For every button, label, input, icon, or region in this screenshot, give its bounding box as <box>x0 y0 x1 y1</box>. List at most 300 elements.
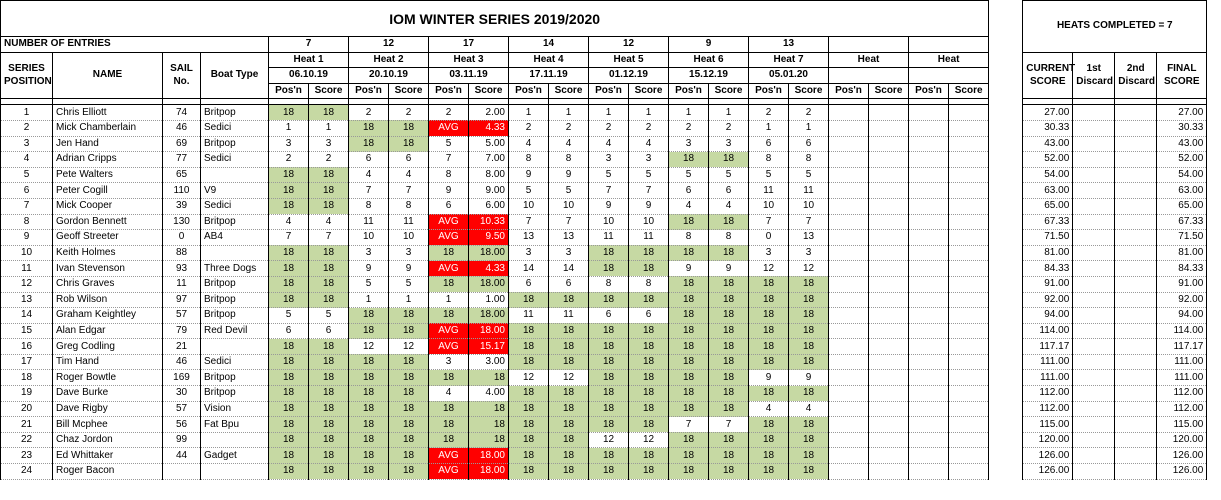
heat-score: 8 <box>629 276 669 292</box>
heat-score: 18 <box>709 276 749 292</box>
heat-position: 18 <box>269 417 309 433</box>
heat-score: 10 <box>549 198 589 214</box>
current-score: 91.00 <box>1023 276 1073 292</box>
heat-position: 5 <box>349 276 389 292</box>
heat-position: 6 <box>269 323 309 339</box>
heat-score: 18 <box>709 386 749 402</box>
title-row <box>1 1 1221 37</box>
heat-position: 3 <box>669 136 709 152</box>
heat-score: 18 <box>309 292 349 308</box>
series-position: 13 <box>1 292 53 308</box>
heat-position: 6 <box>349 152 389 168</box>
heat-score: 6 <box>549 276 589 292</box>
series-position: 10 <box>1 245 53 261</box>
heat-position: 18 <box>349 120 389 136</box>
sail-no: 77 <box>163 152 201 168</box>
series-position: 4 <box>1 152 53 168</box>
heat-position: 14 <box>509 261 549 277</box>
skipper-name: Adrian Cripps <box>53 152 163 168</box>
heat-position: 18 <box>669 214 709 230</box>
heat-label-row <box>1 52 1221 68</box>
score-header: Score <box>709 83 749 99</box>
heat-position: AVG <box>429 120 469 136</box>
heat-score: 5 <box>709 167 749 183</box>
heat-position: 9 <box>589 198 629 214</box>
sail-no: 79 <box>163 323 201 339</box>
heat-score: 7 <box>709 417 749 433</box>
heat-score: 4.33 <box>469 261 509 277</box>
heat-position: 18 <box>269 276 309 292</box>
heat-position: 11 <box>589 230 629 246</box>
heat-label: Heat 6 <box>669 52 749 68</box>
heat-label: Heat 7 <box>749 52 829 68</box>
heat-position: 18 <box>669 354 709 370</box>
heat-position: 9 <box>509 167 549 183</box>
second-discard-header: 2nd Discard <box>1115 52 1157 99</box>
skipper-name: Rob Wilson <box>53 292 163 308</box>
heats-completed: HEATS COMPLETED = 7 <box>1023 1 1207 53</box>
heat-position: 4 <box>269 214 309 230</box>
heat-score: 5.00 <box>469 136 509 152</box>
sail-no: 69 <box>163 136 201 152</box>
table-row <box>1 136 1221 152</box>
heat-score: 4.00 <box>469 386 509 402</box>
skipper-name: Roger Bowtle <box>53 370 163 386</box>
table-row <box>1 323 1221 339</box>
heat-position: 1 <box>749 120 789 136</box>
heat-position: 18 <box>589 292 629 308</box>
heat-score: 14 <box>549 261 589 277</box>
heat-position: 10 <box>509 198 549 214</box>
heat-position: 18 <box>269 245 309 261</box>
heat-position: 18 <box>269 339 309 355</box>
heat-position: 18 <box>269 292 309 308</box>
final-score: 115.00 <box>1157 417 1207 433</box>
final-score: 112.00 <box>1157 401 1207 417</box>
heat-score: 4 <box>389 167 429 183</box>
heat-position: 2 <box>589 120 629 136</box>
sail-no: 39 <box>163 198 201 214</box>
skipper-name: Greg Codling <box>53 339 163 355</box>
current-score: 111.00 <box>1023 370 1073 386</box>
heat-position: 6 <box>509 276 549 292</box>
heat-position: 18 <box>509 323 549 339</box>
heat-score: 4 <box>629 136 669 152</box>
boat-type: Sedici <box>201 152 269 168</box>
heat-score: 5 <box>549 183 589 199</box>
current-score: 81.00 <box>1023 245 1073 261</box>
heat-score: 6 <box>389 152 429 168</box>
final-score: 94.00 <box>1157 308 1207 324</box>
heat-position: 18 <box>429 401 469 417</box>
heat-position: 2 <box>429 105 469 121</box>
heat-position: 4 <box>429 386 469 402</box>
skipper-name: Chris Graves <box>53 276 163 292</box>
heat-position: 18 <box>269 198 309 214</box>
heat-position: 5 <box>509 183 549 199</box>
sail-no: 57 <box>163 308 201 324</box>
heat-score: 18 <box>789 276 829 292</box>
heat-score: 6 <box>629 308 669 324</box>
heat-score: 18 <box>549 432 589 448</box>
skipper-name: Geoff Streeter <box>53 230 163 246</box>
heat-score: 18 <box>549 448 589 464</box>
heat-position: 18 <box>269 464 309 480</box>
final-score: 112.00 <box>1157 386 1207 402</box>
heat-score: 18 <box>629 370 669 386</box>
pos-header: Pos'n <box>429 83 469 99</box>
heat-position: 11 <box>749 183 789 199</box>
sail-no: 88 <box>163 245 201 261</box>
skipper-name: Ed Whittaker <box>53 448 163 464</box>
heat-score: 2 <box>389 105 429 121</box>
heat-position: 18 <box>509 464 549 480</box>
heat-position: 7 <box>589 183 629 199</box>
heat-position: 12 <box>349 339 389 355</box>
heat-position: 18 <box>669 386 709 402</box>
series-position: 17 <box>1 354 53 370</box>
heat-position: 18 <box>669 401 709 417</box>
entries-count: 7 <box>269 37 349 53</box>
heat-date: 17.11.19 <box>509 68 589 84</box>
final-score: 81.00 <box>1157 245 1207 261</box>
series-position: 11 <box>1 261 53 277</box>
final-score: 92.00 <box>1157 292 1207 308</box>
entries-count: 12 <box>349 37 429 53</box>
heat-score: 18 <box>549 323 589 339</box>
heat-score: 13 <box>549 230 589 246</box>
heat-position: 18 <box>749 339 789 355</box>
heat-date: 03.11.19 <box>429 68 509 84</box>
heat-position: 1 <box>509 105 549 121</box>
current-score: 63.00 <box>1023 183 1073 199</box>
boat-type <box>201 464 269 480</box>
heat-score: 18 <box>309 261 349 277</box>
heat-score: 7 <box>309 230 349 246</box>
current-score-header: CURRENT SCORE <box>1023 52 1073 99</box>
heat-position: 7 <box>429 152 469 168</box>
heat-score: 18 <box>629 401 669 417</box>
heat-score: 18.00 <box>469 323 509 339</box>
boat-type <box>201 245 269 261</box>
entries-count: 14 <box>509 37 589 53</box>
final-score: 120.00 <box>1157 432 1207 448</box>
heat-score: 18 <box>709 214 749 230</box>
current-score: 120.00 <box>1023 432 1073 448</box>
table-row <box>1 354 1221 370</box>
heat-score: 18 <box>389 448 429 464</box>
heat-score: 9 <box>709 261 749 277</box>
heat-score: 12 <box>549 370 589 386</box>
heat-position: 18 <box>509 417 549 433</box>
current-score: 114.00 <box>1023 323 1073 339</box>
table-row <box>1 448 1221 464</box>
sail-no: 65 <box>163 167 201 183</box>
current-score: 67.33 <box>1023 214 1073 230</box>
heat-score: 18 <box>309 245 349 261</box>
heat-score: 1 <box>789 120 829 136</box>
current-score: 112.00 <box>1023 386 1073 402</box>
table-row <box>1 464 1221 480</box>
table-row <box>1 276 1221 292</box>
heat-score: 8 <box>789 152 829 168</box>
heat-score: 18 <box>789 308 829 324</box>
heat-position: 18 <box>589 354 629 370</box>
series-position: 23 <box>1 448 53 464</box>
boat-type: Sedici <box>201 120 269 136</box>
heat-position: 12 <box>509 370 549 386</box>
series-position: 19 <box>1 386 53 402</box>
heat-position: 10 <box>349 230 389 246</box>
heat-position: 18 <box>349 432 389 448</box>
heat-score: 8.00 <box>469 167 509 183</box>
heat-score: 18 <box>389 464 429 480</box>
series-position: 22 <box>1 432 53 448</box>
heat-score: 3 <box>309 136 349 152</box>
skipper-name: Mick Cooper <box>53 198 163 214</box>
current-score: 52.00 <box>1023 152 1073 168</box>
heat-position: 7 <box>269 230 309 246</box>
table-row <box>1 339 1221 355</box>
table-row <box>1 370 1221 386</box>
entries-label: NUMBER OF ENTRIES <box>1 37 269 53</box>
heat-score: 9 <box>549 167 589 183</box>
heat-score: 18 <box>389 120 429 136</box>
score-header: Score <box>869 83 909 99</box>
heat-label: Heat 4 <box>509 52 589 68</box>
heat-score: 10 <box>389 230 429 246</box>
sail-no: 0 <box>163 230 201 246</box>
heat-position: 18 <box>509 401 549 417</box>
heat-score: 18 <box>389 432 429 448</box>
series-position: 20 <box>1 401 53 417</box>
heat-position: 8 <box>589 276 629 292</box>
heat-score: 18 <box>389 401 429 417</box>
heat-position: 18 <box>509 432 549 448</box>
current-score: 30.33 <box>1023 120 1073 136</box>
skipper-name: Keith Holmes <box>53 245 163 261</box>
entries-count: 17 <box>429 37 509 53</box>
heat-position: 8 <box>509 152 549 168</box>
final-score: 43.00 <box>1157 136 1207 152</box>
heat-score: 18 <box>549 386 589 402</box>
heat-position: 2 <box>749 105 789 121</box>
heat-position: 2 <box>509 120 549 136</box>
table-row <box>1 432 1221 448</box>
final-score: 71.50 <box>1157 230 1207 246</box>
heat-score: 9 <box>789 370 829 386</box>
heat-score: 1 <box>389 292 429 308</box>
heat-position: 4 <box>669 198 709 214</box>
heat-score: 2.00 <box>469 105 509 121</box>
table-row <box>1 308 1221 324</box>
heat-position: 18 <box>669 152 709 168</box>
heat-position: 18 <box>589 464 629 480</box>
heat-score: 15.17 <box>469 339 509 355</box>
series-position: 14 <box>1 308 53 324</box>
current-score: 112.00 <box>1023 401 1073 417</box>
heat-position: 18 <box>509 292 549 308</box>
heat-score: 4.33 <box>469 120 509 136</box>
heat-score: 9 <box>629 198 669 214</box>
heat-position: 18 <box>349 370 389 386</box>
heat-score: 18 <box>709 464 749 480</box>
heat-score: 18 <box>789 292 829 308</box>
heat-position: 5 <box>749 167 789 183</box>
heat-score: 18 <box>309 386 349 402</box>
heat-label: Heat 2 <box>349 52 429 68</box>
heat-position: 18 <box>269 448 309 464</box>
heat-score: 18 <box>629 323 669 339</box>
heat-position: 6 <box>429 198 469 214</box>
heat-score: 13 <box>789 230 829 246</box>
heat-score: 18.00 <box>469 276 509 292</box>
heat-score: 7 <box>549 214 589 230</box>
heat-score: 18 <box>709 152 749 168</box>
heat-label: Heat 1 <box>269 52 349 68</box>
heat-position: 18 <box>669 308 709 324</box>
heat-position: AVG <box>429 230 469 246</box>
score-header: Score <box>309 83 349 99</box>
sail-no: 57 <box>163 401 201 417</box>
current-score: 43.00 <box>1023 136 1073 152</box>
heat-position: 8 <box>749 152 789 168</box>
heat-position: 18 <box>269 370 309 386</box>
heat-score: 5 <box>629 167 669 183</box>
heat-position: 18 <box>669 464 709 480</box>
name-header: NAME <box>53 52 163 99</box>
heat-date: 06.10.19 <box>269 68 349 84</box>
heat-position: 18 <box>669 432 709 448</box>
sail-no: 74 <box>163 105 201 121</box>
table-row <box>1 417 1221 433</box>
score-header: Score <box>629 83 669 99</box>
boat-type <box>201 339 269 355</box>
heat-position: 18 <box>509 339 549 355</box>
heat-score: 8 <box>389 198 429 214</box>
boat-type: Britpop <box>201 308 269 324</box>
current-score: 84.33 <box>1023 261 1073 277</box>
boat-type: Red Devil <box>201 323 269 339</box>
heat-position: 18 <box>349 417 389 433</box>
heat-label: Heat 5 <box>589 52 669 68</box>
heat-score: 18 <box>709 245 749 261</box>
heat-position: 9 <box>669 261 709 277</box>
heat-position: 5 <box>269 308 309 324</box>
heat-position: 1 <box>589 105 629 121</box>
heat-score: 7 <box>629 183 669 199</box>
heat-position: 1 <box>669 105 709 121</box>
heat-score: 10.33 <box>469 214 509 230</box>
heat-position: 18 <box>749 308 789 324</box>
heat-position: 18 <box>269 105 309 121</box>
heat-score: 18 <box>629 292 669 308</box>
sail-no: 11 <box>163 276 201 292</box>
heat-position: 18 <box>349 464 389 480</box>
heat-score: 7 <box>389 183 429 199</box>
heat-position: 2 <box>669 120 709 136</box>
heat-score: 18 <box>309 417 349 433</box>
heat-position: 18 <box>669 339 709 355</box>
heat-position: 7 <box>349 183 389 199</box>
score-header: Score <box>389 83 429 99</box>
boat-type: Fat Bpu <box>201 417 269 433</box>
score-header: Score <box>469 83 509 99</box>
pos-header: Pos'n <box>269 83 309 99</box>
heat-position: 7 <box>669 417 709 433</box>
heat-position: 18 <box>749 417 789 433</box>
series-position: 18 <box>1 370 53 386</box>
series-position: 15 <box>1 323 53 339</box>
current-score: 111.00 <box>1023 354 1073 370</box>
heat-position: AVG <box>429 448 469 464</box>
sheet-title: IOM WINTER SERIES 2019/2020 <box>1 1 989 37</box>
heat-position: 5 <box>589 167 629 183</box>
heat-score: 18 <box>709 323 749 339</box>
skipper-name: Roger Bacon <box>53 464 163 480</box>
sail-no-header: SAIL No. <box>163 52 201 99</box>
boat-type <box>201 432 269 448</box>
boat-type: Vision <box>201 401 269 417</box>
heat-score: 10 <box>629 214 669 230</box>
skipper-name: Gordon Bennett <box>53 214 163 230</box>
heat-score: 18 <box>549 417 589 433</box>
heat-position: 3 <box>589 152 629 168</box>
heat-score: 7 <box>789 214 829 230</box>
entries-count: 13 <box>749 37 829 53</box>
heat-position: 18 <box>269 261 309 277</box>
heat-position: 18 <box>589 261 629 277</box>
heat-position: 18 <box>669 448 709 464</box>
heat-position: 18 <box>429 370 469 386</box>
series-position: 16 <box>1 339 53 355</box>
heat-score: 18 <box>469 432 509 448</box>
heat-position: 18 <box>429 432 469 448</box>
heat-score: 6 <box>709 183 749 199</box>
heat-position: 0 <box>749 230 789 246</box>
heat-score: 18 <box>709 448 749 464</box>
heat-position: 18 <box>749 292 789 308</box>
heat-score: 18 <box>389 136 429 152</box>
heat-score: 11 <box>389 214 429 230</box>
heat-position: 18 <box>349 386 389 402</box>
table-row <box>1 105 1221 121</box>
boat-type: Sedici <box>201 354 269 370</box>
pos-header: Pos'n <box>509 83 549 99</box>
heat-score: 18 <box>709 308 749 324</box>
heat-score: 18 <box>309 464 349 480</box>
heat-score: 18 <box>789 339 829 355</box>
boat-type: Three Dogs <box>201 261 269 277</box>
heat-position: 9 <box>749 370 789 386</box>
heat-score: 18 <box>389 370 429 386</box>
sail-no: 21 <box>163 339 201 355</box>
heat-score: 18.00 <box>469 448 509 464</box>
table-row <box>1 401 1221 417</box>
heat-score: 18 <box>309 183 349 199</box>
entries-count: 9 <box>669 37 749 53</box>
heat-score: 5 <box>789 167 829 183</box>
heat-position: 18 <box>669 292 709 308</box>
pos-header: Pos'n <box>669 83 709 99</box>
heat-position: 12 <box>589 432 629 448</box>
heat-score: 18 <box>309 198 349 214</box>
heat-score: 18 <box>789 464 829 480</box>
heat-score: 4 <box>709 198 749 214</box>
heat-score: 1 <box>309 120 349 136</box>
heat-score: 2 <box>309 152 349 168</box>
heat-score: 18 <box>709 292 749 308</box>
